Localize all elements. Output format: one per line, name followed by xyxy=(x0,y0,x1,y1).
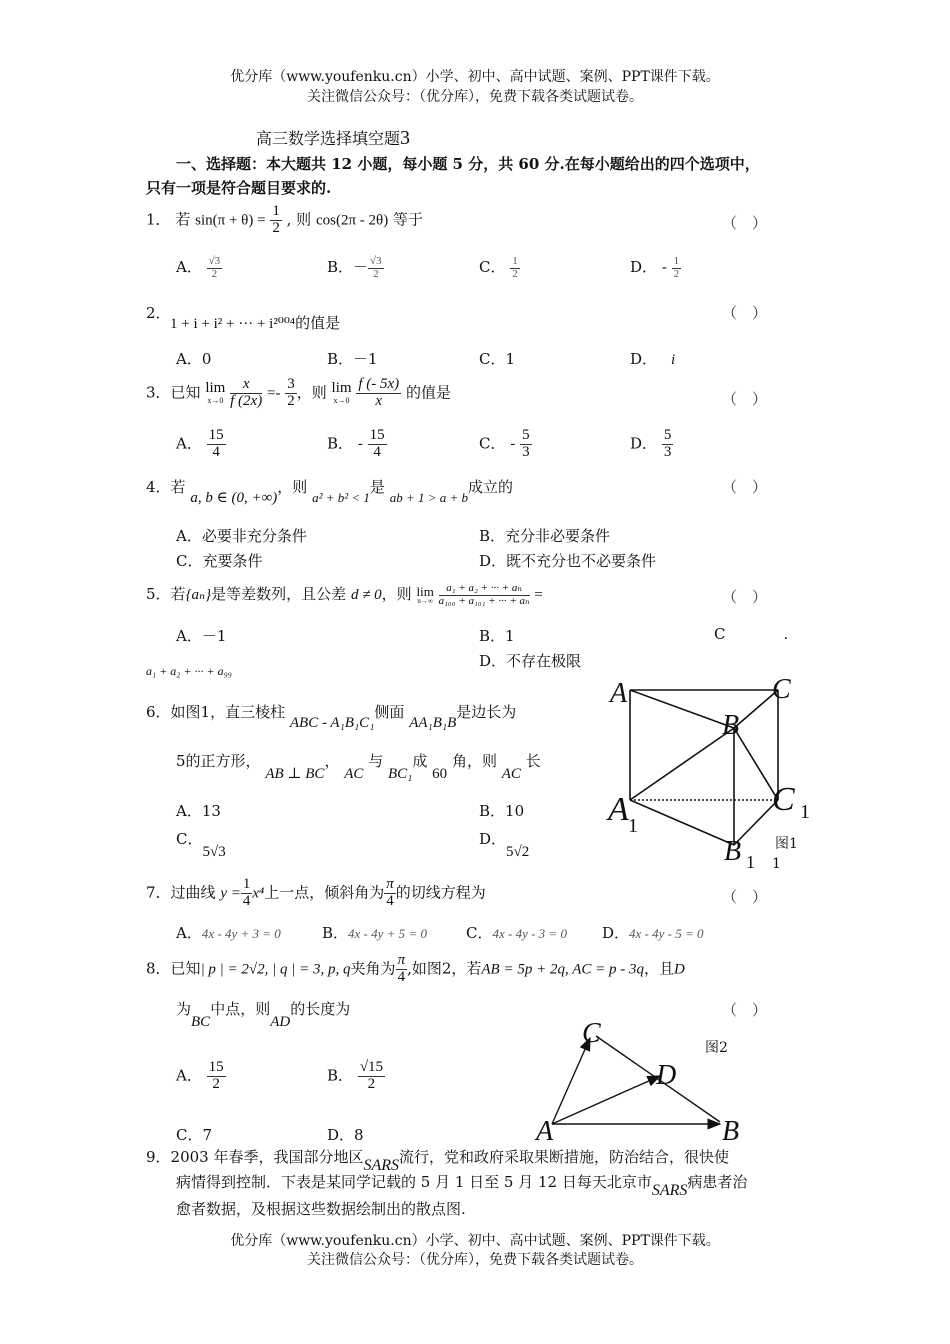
q1-mid: , 则 xyxy=(286,210,312,229)
answer-blank-4: （ ） xyxy=(722,478,768,496)
label-a: A xyxy=(610,678,628,709)
q7-option-b: B．4x - 4y + 5 = 0 xyxy=(322,924,427,942)
q1-fraction: $\frac{1}{2}$ xyxy=(272,203,280,236)
q6-option-a: A．13 xyxy=(176,802,221,820)
q3-option-a: A． $\frac{15}{4}$ xyxy=(176,427,224,460)
title-number: 3 xyxy=(400,127,411,149)
q3-option-b: B． - $\frac{15}{4}$ xyxy=(327,427,385,460)
answer-blank-2: （ ） xyxy=(722,304,768,322)
q4-expr2: ab + 1 > a + b xyxy=(389,490,469,505)
label-b1: B xyxy=(724,836,742,867)
q7-option-c: C．4x - 4y - 3 = 0 xyxy=(466,924,567,942)
q2-expression: 1 + i + i² + ··· + i²⁰⁰⁴的值是 xyxy=(170,314,341,332)
q5-option-d: D．不存在极限 xyxy=(479,652,582,670)
header-line-2: 关注微信公众号：（优分库），免费下载各类试题试卷。 xyxy=(307,89,643,105)
header-line-1: 优分库（www.youfenku.cn）小学、初中、高中试题、案例、PPT课件下载。 xyxy=(230,69,720,85)
question-6: 6．如图1，直三棱柱 ABC - A₁B₁C₁侧面 AA₁B₁B是边长为 xyxy=(146,703,517,731)
q4-option-d: D．既不充分也不必要条件 xyxy=(479,552,657,570)
q5-lim: lim n→∞ xyxy=(416,583,434,606)
question-8-line-2: 为BC中点，则AD的长度为 xyxy=(176,1000,351,1030)
label-c1: C xyxy=(772,781,795,818)
q2-option-a: A．0 xyxy=(176,350,212,368)
q3-lim-2: lim x→0 xyxy=(331,380,352,405)
q2-option-d: D． i xyxy=(630,350,676,368)
title-text: 高三数学选择填空题 xyxy=(256,129,401,148)
q3-option-d: D． $\frac{5}{3}$ xyxy=(630,427,672,460)
answer-blank-5: （ ） xyxy=(722,588,768,606)
footer-line-2: 关注微信公众号：（优分库），免费下载各类试题试卷。 xyxy=(307,1252,643,1268)
q1-option-d: D． - $\frac{1}{2}$ xyxy=(630,255,680,280)
q5-option-c-expression: a₁ + a₂ + ··· + a₉₉ xyxy=(146,664,232,678)
question-2: 2． xyxy=(146,304,171,322)
q4-expr1: a² + b² < 1 xyxy=(312,490,370,505)
footer-line-1: 优分库（www.youfenku.cn）小学、初中、高中试题、案例、PPT课件下载。 xyxy=(230,1233,720,1249)
label-b: B xyxy=(722,1116,740,1144)
q6-option-c: C．5√3 xyxy=(176,830,226,860)
q3-frac-3: $\frac{f (- 5x)}{x}$ xyxy=(358,376,400,409)
figure-1-caption-2: 1 xyxy=(772,856,781,872)
q4-option-b: B．充分非必要条件 xyxy=(479,527,611,545)
label-a1-sub: 1 xyxy=(628,815,638,837)
question-3: 3．已知 lim x→0 $\frac{x}{f (2x)}$ =- $\frac{3}{2}$ ，则 lim x→0 $\frac{f (- 5x)}{x}$ 的值是 xyxy=(146,376,451,409)
q5-option-a: A．－1 xyxy=(176,627,227,645)
label-c: C xyxy=(582,1018,601,1049)
figure-1-caption: 图1 xyxy=(775,836,798,852)
q1-expr1: sin(π + θ) = xyxy=(195,212,266,229)
q5-option-b: B．1 xyxy=(479,627,515,645)
q6-option-d: D．5√2 xyxy=(479,830,530,860)
q4-condition: a, b ∈ (0, +∞) xyxy=(190,490,278,506)
q7-option-a: A．4x - 4y + 3 = 0 xyxy=(176,924,281,942)
question-8: 8．已知| p | = 2√2, | q | = 3, p, q夹角为 $\frac{\pi}{4}$ ,如图2，若AB = 5p + 2q, AC = p - 3q，且D xyxy=(146,952,685,985)
question-9: 9．2003 年春季，我国部分地区SARS流行，党和政府采取果断措施，防治结合，很快使 xyxy=(146,1148,730,1174)
label-a: A xyxy=(536,1116,554,1144)
question-9-line-2: 病情得到控制．下表是某同学记载的 5 月 1 日至 5 月 12 日每天北京市SARS病患者治 xyxy=(176,1173,748,1199)
question-4: 4．若 a, b ∈ (0, +∞)，则 a² + b² < 1是 ab + 1 > a + b成立的 xyxy=(146,478,514,506)
question-number: 1． xyxy=(146,210,171,229)
q8-option-c: C．7 xyxy=(176,1126,213,1144)
q3-option-c: C． - $\frac{5}{3}$ xyxy=(479,427,530,460)
answer-blank-1: （ ） xyxy=(722,214,768,232)
q1-option-a: A． $\frac{√3}{2}$ xyxy=(176,255,221,280)
q8-option-d: D．8 xyxy=(327,1126,364,1144)
q5-option-c: C . xyxy=(714,625,789,643)
q4-option-a: A．必要非充分条件 xyxy=(176,527,307,545)
q1-post: 等于 xyxy=(392,210,423,229)
q5-fraction: $\frac{\text{a₁ + a₂ + ··· + aₙ}}{\text{a₁₀₀ + a₁₀₁ + ··· + aₙ}}$ xyxy=(438,582,530,607)
q1-expr2: cos(2π - 2θ) xyxy=(315,212,389,229)
question-1 xyxy=(146,204,423,237)
question-5: 5．若{aₙ}是等差数列，且公差 d ≠ 0，则 lim n→∞ $\frac{\text{a₁ + a₂ + ··· + aₙ}}{\text{a₁₀₀ + a₁₀₁ + ··· + aₙ}}$ = xyxy=(146,582,543,607)
q1-option-b: B．－ $\frac{√3}{2}$ xyxy=(327,255,382,280)
q2-option-c: C．1 xyxy=(479,350,516,368)
label-c: C xyxy=(772,674,791,705)
q6-option-b: B．10 xyxy=(479,802,525,820)
label-d: D xyxy=(656,1060,677,1091)
figure-1-prism xyxy=(600,670,820,880)
page-title xyxy=(256,126,410,150)
question-6-line-2: 5的正方形， AB ⊥ BC， AC 与 BC₁成 60 角，则 AC 长 xyxy=(176,752,541,782)
q3-lim-1: lim x→0 xyxy=(205,380,226,405)
q3-frac-2: $\frac{3}{2}$ xyxy=(287,376,295,409)
figure-2-caption: 图2 xyxy=(705,1040,728,1056)
q7-option-d: D．4x - 4y - 5 = 0 xyxy=(602,924,704,942)
vector-ad xyxy=(552,1076,660,1124)
answer-blank-7: （ ） xyxy=(722,888,768,906)
section-heading-line-2: 只有一项是符合题目要求的. xyxy=(146,179,332,197)
vector-ac xyxy=(552,1038,590,1124)
section-heading-line-1: 一、选择题：本大题共 12 小题，每小题 5 分，共 60 分.在每小题给出的四个选项中， xyxy=(176,155,760,173)
q8-option-b: B． $\frac{√15}{2}$ xyxy=(327,1059,384,1092)
figure-2-triangle xyxy=(530,1012,760,1144)
question-7: 7．过曲线 y = $\frac{1}{4}$ x⁴上一点，倾斜角为 $\frac{\pi}{4}$ 的切线方程为 xyxy=(146,876,486,909)
label-b: B xyxy=(722,710,740,741)
q1-pre: 若 xyxy=(175,210,191,229)
label-b1-sub: 1 xyxy=(746,852,755,872)
q1-option-c: C． $\frac{1}{2}$ xyxy=(479,255,518,280)
label-a1: A xyxy=(608,791,629,828)
answer-blank-8: （ ） xyxy=(722,1001,768,1019)
edge-a1b xyxy=(630,728,734,800)
edge-ab xyxy=(630,690,734,728)
answer-blank-3: （ ） xyxy=(722,390,768,408)
edge-a1b1 xyxy=(630,800,734,845)
q4-option-c: C．充要条件 xyxy=(176,552,263,570)
q2-post: 的值是 xyxy=(295,314,341,332)
q3-frac-1: $\frac{x}{f (2x)}$ xyxy=(230,376,263,409)
label-c1-sub: 1 xyxy=(800,801,810,823)
q8-option-a: A． $\frac{15}{2}$ xyxy=(176,1059,224,1092)
q2-option-b: B．－1 xyxy=(327,350,378,368)
question-9-line-3: 愈者数据，及根据这些数据绘制出的散点图. xyxy=(176,1200,466,1218)
